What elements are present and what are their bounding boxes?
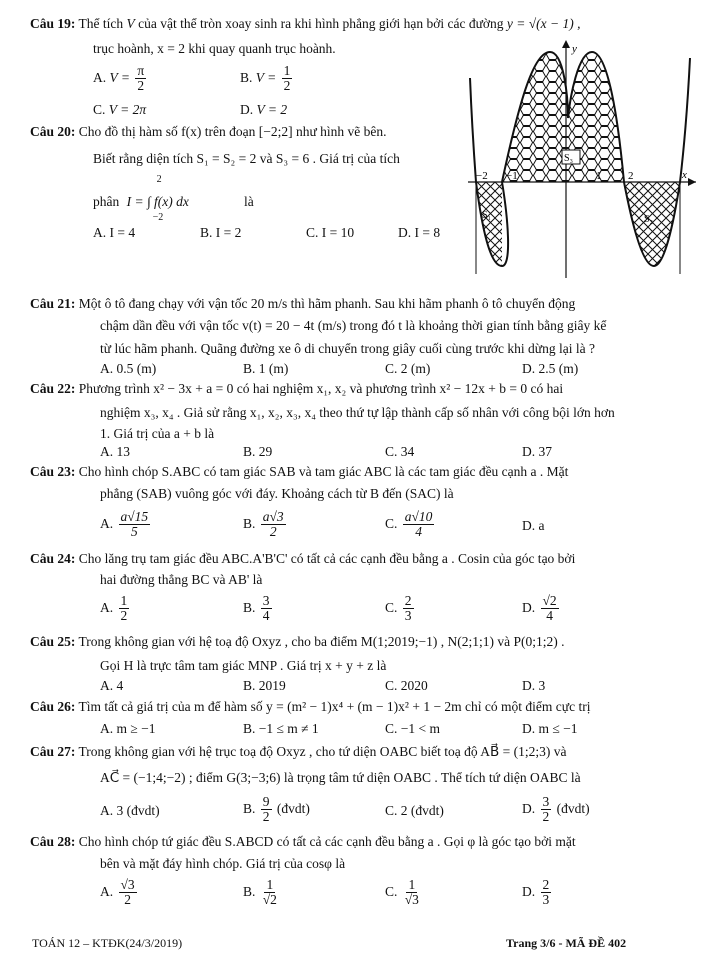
graph-tick-m2: −2 xyxy=(476,170,488,182)
q22-option-b[interactable]: B. 29 xyxy=(243,444,273,459)
q21-stem xyxy=(30,296,575,312)
q28-option-a[interactable]: A. $\frac{√3}{2}$ xyxy=(100,877,135,908)
q27-option-d[interactable]: D. $\frac{3}{2}$ (đvdt) xyxy=(522,794,590,825)
q23-option-b[interactable]: B. $\frac{a√3}{2}$ xyxy=(243,509,284,540)
q20-integral-line: phân 2 I = ∫ f(x) dx −2 là xyxy=(93,174,254,223)
q28-option-b[interactable]: B. $\frac{1}{√2}$ xyxy=(243,877,277,908)
q25-option-c[interactable]: C. 2020 xyxy=(385,678,428,693)
q21-line2: chậm dần đều với vận tốc v(t) = 20 − 4t (m/s) trong đó t là khoảng thời gian tính bằng giây kể xyxy=(100,318,607,333)
q27-line2: AC⃗ = (−1;4;−2) ; điểm G(3;−3;6) là trọng tâm tứ diện OABC . Thể tích tứ diện OABC là xyxy=(100,770,581,785)
q19-option-b[interactable]: B. V = $\frac{1}{2}$ xyxy=(240,63,291,94)
q20-lower: −2 xyxy=(152,212,164,223)
q24-option-d[interactable]: D. $\frac{√2}{4}$ xyxy=(522,593,557,624)
q26-option-a[interactable]: A. m ≥ −1 xyxy=(100,721,156,736)
graph-tick-2: 2 xyxy=(628,170,634,182)
q27-stem xyxy=(30,744,566,760)
q21-line1: Một ô tô đang chạy với vận tốc 20 m/s thì hãm phanh. Sau khi hãm phanh ô tô chuyển động xyxy=(78,296,576,311)
q20-graph xyxy=(468,38,698,278)
graph-tick-m1: −1 xyxy=(506,170,518,182)
q25-stem xyxy=(30,634,564,650)
q20-option-a[interactable]: A. I = 4 xyxy=(93,225,136,240)
q25-option-b[interactable]: B. 2019 xyxy=(243,678,286,693)
q21-line3: từ lúc hãm phanh. Quãng đường xe ô di chuyển trong giây cuối cùng trước khi dừng lại là ? xyxy=(100,341,595,356)
q19-curve: y = √(x − 1) , xyxy=(506,16,581,31)
q26-line1: Tìm tất cả giá trị của m để hàm số y = (m² − 1)x⁴ + (m − 1)x² + 1 − 2m chỉ có một điểm cực trị xyxy=(78,699,591,714)
graph-y-label: y xyxy=(572,43,577,55)
graph-x-label: x xyxy=(682,169,687,181)
q19-option-a[interactable]: A. V = $\frac{\pi}{2}$ xyxy=(93,63,145,94)
q24-line2: hai đường thẳng BC và AB' là xyxy=(100,572,263,587)
q27-option-a[interactable]: A. 3 (đvdt) xyxy=(100,803,160,818)
q28-option-c[interactable]: C. $\frac{1}{√3}$ xyxy=(385,877,419,908)
q23-option-a[interactable]: A. $\frac{a√15}{5}$ xyxy=(100,509,149,540)
q25-option-a[interactable]: A. 4 xyxy=(100,678,124,693)
q24-label: Câu 24: xyxy=(30,551,76,566)
q19-text2: của vật thể tròn xoay sinh ra khi hình phẳng giới hạn bởi các đường xyxy=(138,16,504,31)
q28-line1: Cho hình chóp tứ giác đều S.ABCD có tất cả các cạnh đều bằng a . Gọi φ là góc tạo bởi mặt xyxy=(78,834,576,849)
q22-line1: Phương trình x² − 3x + a = 0 có hai nghiệm x₁, x₂ và phương trình x² − 12x + b = 0 có hai xyxy=(78,381,564,396)
q27-option-c[interactable]: C. 2 (đvdt) xyxy=(385,803,444,818)
graph-s1: S₁ xyxy=(482,210,492,221)
footer-left: TOÁN 12 – KTĐK(24/3/2019) xyxy=(32,936,183,950)
q20-option-b[interactable]: B. I = 2 xyxy=(200,225,242,240)
q19-option-d[interactable]: D. V = 2 xyxy=(240,102,288,117)
q20-option-c[interactable]: C. I = 10 xyxy=(306,225,355,240)
q21-label: Câu 21: xyxy=(30,296,76,311)
q22-option-a[interactable]: A. 13 xyxy=(100,444,130,459)
q21-option-b[interactable]: B. 1 (m) xyxy=(243,361,289,376)
q20-line2: Biết rằng diện tích S₁ = S₂ = 2 và S₃ = 6 . Giá trị của tích xyxy=(93,151,400,166)
q27-line1: Trong không gian với hệ trục toạ độ Oxyz , cho tứ diện OABC biết toạ độ AB⃗ = (1;2;3) và xyxy=(78,744,567,759)
q23-line1: Cho hình chóp S.ABC có tam giác SAB và tam giác ABC là các tam giác đều cạnh a . Mặt xyxy=(78,464,569,479)
q25-option-d[interactable]: D. 3 xyxy=(522,678,546,693)
q19-stem xyxy=(30,16,581,32)
q20-stem xyxy=(30,124,387,140)
graph-s2: S₂ xyxy=(644,214,654,225)
q26-option-b[interactable]: B. −1 ≤ m ≠ 1 xyxy=(243,721,319,736)
q28-line2: bên và mặt đáy hình chóp. Giá trị của cosφ là xyxy=(100,856,346,871)
q22-option-c[interactable]: C. 34 xyxy=(385,444,415,459)
q25-label: Câu 25: xyxy=(30,634,76,649)
graph-s3: S₃ xyxy=(564,153,574,164)
q23-line2: phẳng (SAB) vuông góc với đáy. Khoảng cách từ B đến (SAC) là xyxy=(100,486,454,501)
q22-option-d[interactable]: D. 37 xyxy=(522,444,552,459)
q28-option-d[interactable]: D. $\frac{2}{3}$ xyxy=(522,877,550,908)
q25-line2: Gọi H là trực tâm tam giác MNP . Giá trị x + y + z là xyxy=(100,658,387,673)
q19-text1: Thể tích xyxy=(78,16,124,31)
q22-line2: nghiệm x₃, x₄ . Giả sử rằng x₁, x₂, x₃, x₄ theo thứ tự lập thành cấp số nhân với công bội lớn hơn xyxy=(100,405,615,420)
q20-line1: Cho đồ thị hàm số f(x) trên đoạn [−2;2] như hình vẽ bên. xyxy=(78,124,387,139)
q24-option-b[interactable]: B. $\frac{3}{4}$ xyxy=(243,593,270,624)
q19-line2: trục hoành, x = 2 khi quay quanh trục hoành. xyxy=(93,41,336,56)
q20-label: Câu 20: xyxy=(30,124,76,139)
q20-integral: I = ∫ f(x) dx xyxy=(126,194,189,209)
q23-label: Câu 23: xyxy=(30,464,76,479)
q22-stem xyxy=(30,381,563,397)
q23-stem xyxy=(30,464,568,480)
q21-option-d[interactable]: D. 2.5 (m) xyxy=(522,361,579,376)
q19-option-c[interactable]: C. V = 2π xyxy=(93,102,147,117)
q28-stem xyxy=(30,834,576,850)
q24-line1: Cho lăng trụ tam giác đều ABC.A'B'C' có tất cả các cạnh đều bằng a . Cosin của góc tạo bởi xyxy=(78,551,576,566)
q28-label: Câu 28: xyxy=(30,834,76,849)
footer-right: Trang 3/6 - MÃ ĐỀ 402 xyxy=(506,936,627,950)
q23-option-c[interactable]: C. $\frac{a√10}{4}$ xyxy=(385,509,433,540)
q19-V: V xyxy=(126,16,135,31)
q21-option-c[interactable]: C. 2 (m) xyxy=(385,361,431,376)
q24-option-c[interactable]: C. $\frac{2}{3}$ xyxy=(385,593,412,624)
q27-option-b[interactable]: B. $\frac{9}{2}$ (đvdt) xyxy=(243,794,310,825)
s1-region xyxy=(476,182,511,266)
q20-upper: 2 xyxy=(156,174,162,185)
q27-label: Câu 27: xyxy=(30,744,76,759)
q26-label: Câu 26: xyxy=(30,699,76,714)
q22-line3: 1. Giá trị của a + b là xyxy=(100,426,215,441)
q22-label: Câu 22: xyxy=(30,381,76,396)
q20-option-d[interactable]: D. I = 8 xyxy=(398,225,441,240)
q25-line1: Trong không gian với hệ toạ độ Oxyz , cho ba điểm M(1;2019;−1) , N(2;1;1) và P(0;1;2) . xyxy=(78,634,565,649)
q24-option-a[interactable]: A. $\frac{1}{2}$ xyxy=(100,593,128,624)
q24-stem xyxy=(30,551,575,567)
q26-option-c[interactable]: C. −1 < m xyxy=(385,721,440,736)
q23-option-d[interactable]: D. a xyxy=(522,518,545,533)
q21-option-a[interactable]: A. 0.5 (m) xyxy=(100,361,157,376)
q19-label: Câu 19: xyxy=(30,16,76,31)
graph-tick-1: 1 xyxy=(596,170,602,182)
q26-option-d[interactable]: D. m ≤ −1 xyxy=(522,721,578,736)
q26-stem xyxy=(30,699,590,715)
